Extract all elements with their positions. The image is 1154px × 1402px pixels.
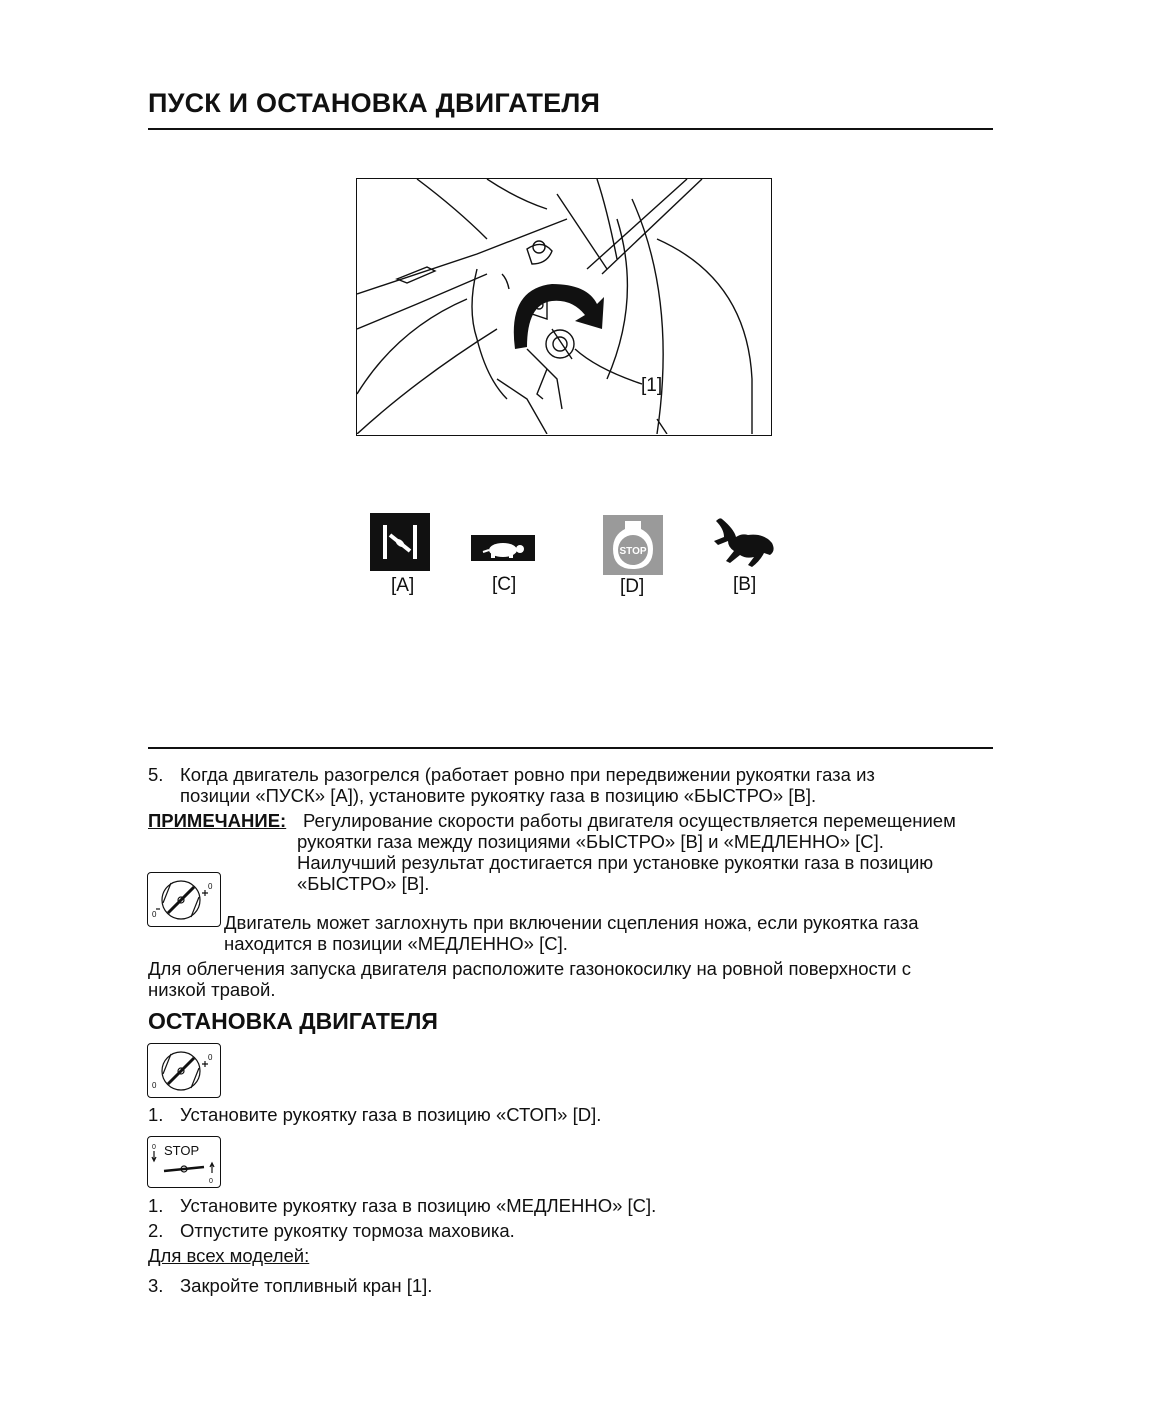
note-line4: «БЫСТРО» [B].: [297, 873, 430, 894]
svg-text:0: 0: [152, 1144, 156, 1151]
stop-icon-label: STOP: [619, 546, 647, 557]
title-rule: [148, 128, 993, 130]
all-models-label: Для всех моделей:: [148, 1245, 310, 1266]
stop-step-3-text: Закройте топливный кран [1].: [180, 1275, 433, 1296]
note-line1: Регулирование скорости работы двигателя осуществляется перемещением: [303, 810, 956, 831]
stop-icon: [603, 515, 663, 575]
stop-control-label: STOP: [164, 1143, 200, 1158]
note-line3: Наилучший результат достигается при установке рукоятки газа в позицию: [297, 852, 934, 873]
tip-line2: низкой травой.: [148, 979, 276, 1000]
svg-text:0: 0: [152, 910, 157, 919]
section-title: ОСТАНОВКА ДВИГАТЕЛЯ: [148, 1008, 438, 1034]
svg-text:0: 0: [208, 1053, 213, 1062]
choke-icon: [370, 513, 430, 571]
symbol-label-a: [A]: [391, 575, 415, 596]
symbol-label-d: [D]: [620, 576, 645, 597]
stop-control-model-icon: [147, 1136, 221, 1188]
stop-step-1-text: Установите рукоятку газа в позицию «СТОП» [D].: [180, 1104, 602, 1125]
stop-alt-step-2-text: Отпустите рукоятку тормоза маховика.: [180, 1220, 515, 1241]
page-title: ПУСК И ОСТАНОВКА ДВИГАТЕЛЯ: [148, 88, 601, 118]
stop-alt-step-1-text: Установите рукоятку газа в позицию «МЕДЛЕННО» [C].: [180, 1195, 657, 1216]
turtle-slow-icon: [471, 535, 535, 561]
warning-line1: Двигатель может заглохнуть при включении сцепления ножа, если рукоятка газа: [224, 912, 919, 933]
stop-alt-step-2-number: 2.: [148, 1220, 164, 1241]
symbol-label-c: [C]: [492, 574, 517, 595]
blade-clutch-model-icon: [147, 872, 221, 927]
stop-step-3-number: 3.: [148, 1275, 164, 1296]
fuel-valve-drawing: [357, 179, 770, 434]
svg-text:0: 0: [152, 1081, 157, 1090]
stop-step-1-number: 1.: [148, 1104, 164, 1125]
tip-line1: Для облегчения запуска двигателя расположите газонокосилку на ровной поверхности с: [148, 958, 911, 979]
warning-line2: находится в позиции «МЕДЛЕННО» [C].: [224, 933, 568, 954]
step-5-line1: Когда двигатель разогрелся (работает ровно при передвижении рукоятки газа из: [180, 764, 875, 785]
fuel-valve-illustration: [356, 178, 772, 436]
note-label: ПРИМЕЧАНИЕ:: [148, 810, 287, 831]
step-5-line2: позиции «ПУСК» [A]), установите рукоятку газа в позицию «БЫСТРО» [B].: [180, 785, 817, 806]
rabbit-fast-icon: [712, 515, 778, 569]
section-rule: [148, 747, 993, 749]
step-5-number: 5.: [148, 764, 164, 785]
symbol-label-b: [B]: [733, 574, 757, 595]
svg-text:0: 0: [209, 1178, 213, 1185]
stop-alt-step-1-number: 1.: [148, 1195, 164, 1216]
note-line2: рукоятки газа между позициями «БЫСТРО» [B] и «МЕДЛЕННО» [C].: [297, 831, 884, 852]
fuel-valve-callout: [1]: [641, 375, 663, 396]
svg-text:0: 0: [208, 882, 213, 891]
blade-clutch-model-icon-2: [147, 1043, 221, 1098]
